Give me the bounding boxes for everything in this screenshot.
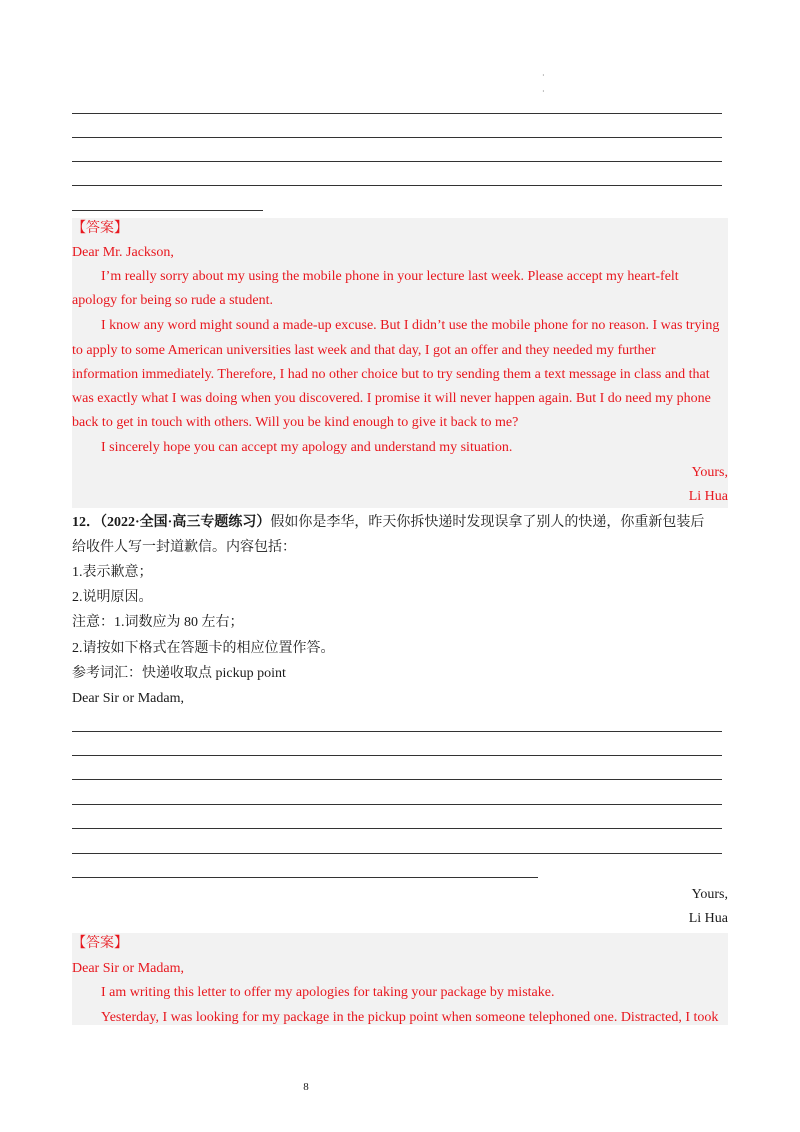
writing-line bbox=[72, 161, 722, 162]
answer-salutation: Dear Mr. Jackson, bbox=[72, 245, 174, 260]
question-item: 1.表示歉意； bbox=[72, 565, 153, 580]
writing-line-short bbox=[72, 877, 538, 878]
writing-line bbox=[72, 137, 722, 138]
answer-closing: Yours, bbox=[691, 465, 728, 480]
answer-text-line: I know any word might sound a made-up excuse. But I didn’t use the mobile phone for no reason. I was trying bbox=[101, 318, 720, 333]
question-heading bbox=[72, 514, 704, 532]
writing-line bbox=[72, 828, 722, 829]
answer-text-line: was exactly what I was doing when you discovered. I promise it will never happen again. But I do need my phone bbox=[72, 391, 711, 406]
writing-line bbox=[72, 755, 722, 756]
writing-line-short bbox=[72, 210, 263, 211]
writing-line bbox=[72, 853, 722, 854]
answer-text-line: information immediately. Therefore, I had no other choice but to try sending them a text message in class and that bbox=[72, 367, 710, 382]
letter-salutation: Dear Sir or Madam, bbox=[72, 691, 184, 706]
answer-text-line: apology for being so rude a student. bbox=[72, 293, 274, 308]
letter-closing: Yours, bbox=[691, 887, 728, 902]
top-mark: · bbox=[542, 87, 545, 96]
question-prompt: 假如你是李华，昨天你拆快递时发现误拿了别人的快递，你重新包装后 bbox=[270, 515, 705, 530]
question-source: （2022·全国·高三专题练习） bbox=[100, 515, 271, 530]
writing-line bbox=[72, 804, 722, 805]
question-number: 12． bbox=[72, 515, 100, 530]
letter-signature: Li Hua bbox=[688, 911, 728, 926]
writing-line bbox=[72, 779, 722, 780]
page-number: 8 bbox=[303, 1081, 309, 1093]
question-note: 2.请按如下格式在答题卡的相应位置作答。 bbox=[72, 641, 335, 656]
answer-text-line: I’m really sorry about my using the mobile phone in your lecture last week. Please accept my heart-felt bbox=[101, 269, 679, 284]
question-prompt-line: 给收件人写一封道歉信。内容包括： bbox=[72, 540, 296, 555]
answer-label: 【答案】 bbox=[72, 221, 128, 236]
writing-line bbox=[72, 731, 722, 732]
writing-line bbox=[72, 185, 722, 186]
writing-line bbox=[72, 113, 722, 114]
answer-text-line: I sincerely hope you can accept my apology and understand my situation. bbox=[101, 440, 513, 455]
answer-signature: Li Hua bbox=[688, 489, 728, 504]
question-vocab: 参考词汇：快递收取点 pickup point bbox=[72, 666, 286, 681]
answer-text-line: back to get in touch with others. Will you be kind enough to give it back to me? bbox=[72, 415, 519, 430]
question-note: 注意：1.词数应为 80 左右； bbox=[72, 615, 244, 630]
answer-text-line: to apply to some American universities last week and that day, I got an offer and they needed my further bbox=[72, 343, 656, 358]
question-item: 2.说明原因。 bbox=[72, 590, 153, 605]
answer-salutation: Dear Sir or Madam, bbox=[72, 961, 184, 976]
answer-text-line: I am writing this letter to offer my apologies for taking your package by mistake. bbox=[101, 985, 555, 1000]
top-mark: · bbox=[542, 71, 545, 80]
answer-text-line: Yesterday, I was looking for my package in the pickup point when someone telephoned one. Distracted, I took bbox=[101, 1010, 719, 1025]
answer-label: 【答案】 bbox=[72, 936, 128, 951]
